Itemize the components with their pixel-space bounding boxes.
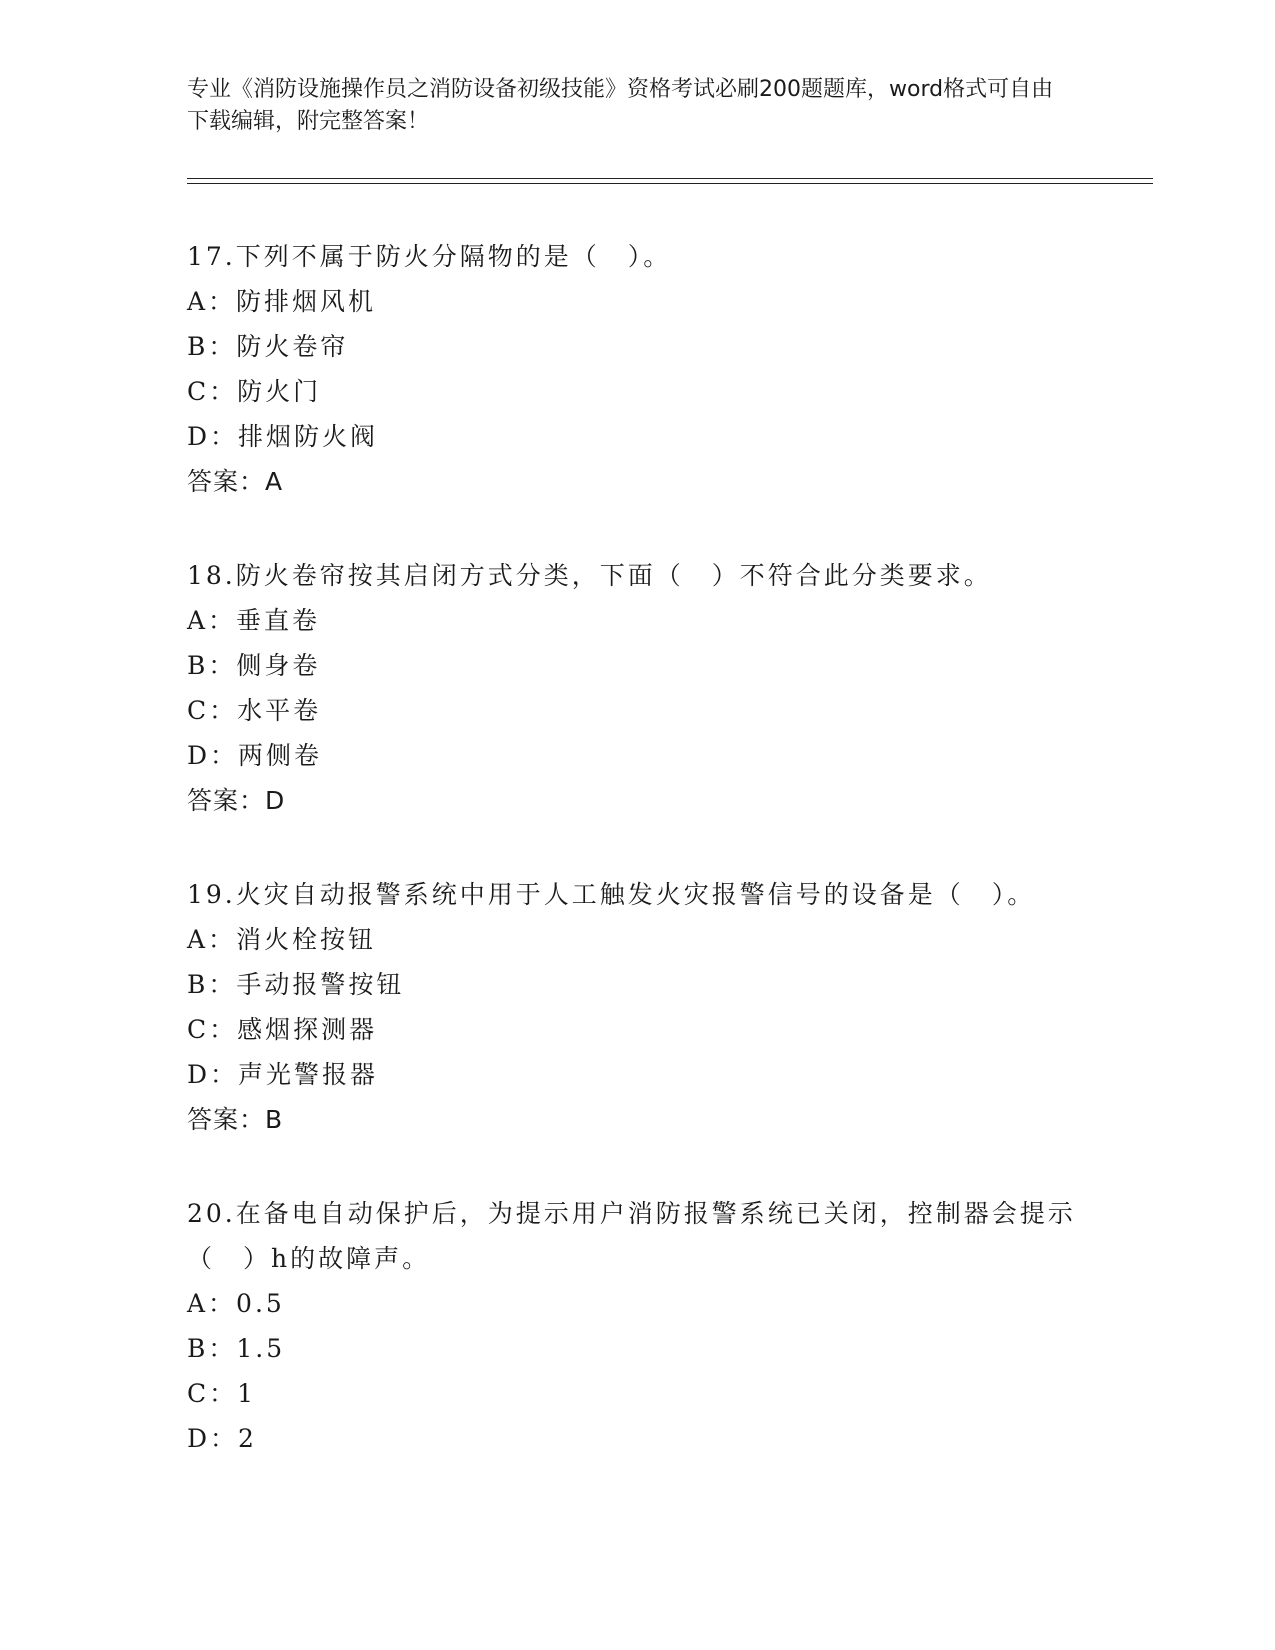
option-d: D：声光警报器	[187, 1060, 379, 1089]
question-19	[187, 872, 1087, 1143]
option-d: D：两侧卷	[187, 741, 323, 770]
document-header: 专业《消防设施操作员之消防设备初级技能》资格考试必刷200题题库，word格式可自由下载编辑，附完整答案！	[187, 77, 1054, 134]
option-a: A：防排烟风机	[187, 287, 377, 316]
answer: 答案：B	[187, 1105, 284, 1134]
option-c: C：感烟探测器	[187, 1015, 378, 1044]
question-stem: 18.防火卷帘按其启闭方式分类，下面（ ）不符合此分类要求。	[187, 561, 992, 590]
option-b: B：防火卷帘	[187, 332, 349, 361]
option-b: B：侧身卷	[187, 651, 321, 680]
header-divider-top	[187, 178, 1153, 179]
option-b: B：1.5	[187, 1334, 286, 1363]
question-17	[187, 234, 1087, 505]
option-c: C：水平卷	[187, 696, 322, 725]
question-20	[187, 1191, 1087, 1461]
question-stem: 20.在备电自动保护后，为提示用户消防报警系统已关闭，控制器会提示（ ）h的故障声。	[187, 1199, 1076, 1273]
question-stem: 19.火灾自动报警系统中用于人工触发火灾报警信号的设备是（ ）。	[187, 880, 1036, 909]
question-stem: 17.下列不属于防火分隔物的是（ ）。	[187, 242, 672, 271]
option-d: D：排烟防火阀	[187, 422, 379, 451]
option-a: A：0.5	[187, 1289, 285, 1318]
option-a: A：消火栓按钮	[187, 925, 377, 954]
answer: 答案：D	[187, 786, 286, 815]
question-18	[187, 553, 1087, 824]
answer: 答案：A	[187, 467, 284, 496]
header-divider-bottom	[187, 183, 1153, 184]
option-a: A：垂直卷	[187, 606, 321, 635]
option-c: C：防火门	[187, 377, 322, 406]
option-d: D：2	[187, 1424, 257, 1453]
option-c: C：1	[187, 1379, 257, 1408]
option-b: B：手动报警按钮	[187, 970, 405, 999]
